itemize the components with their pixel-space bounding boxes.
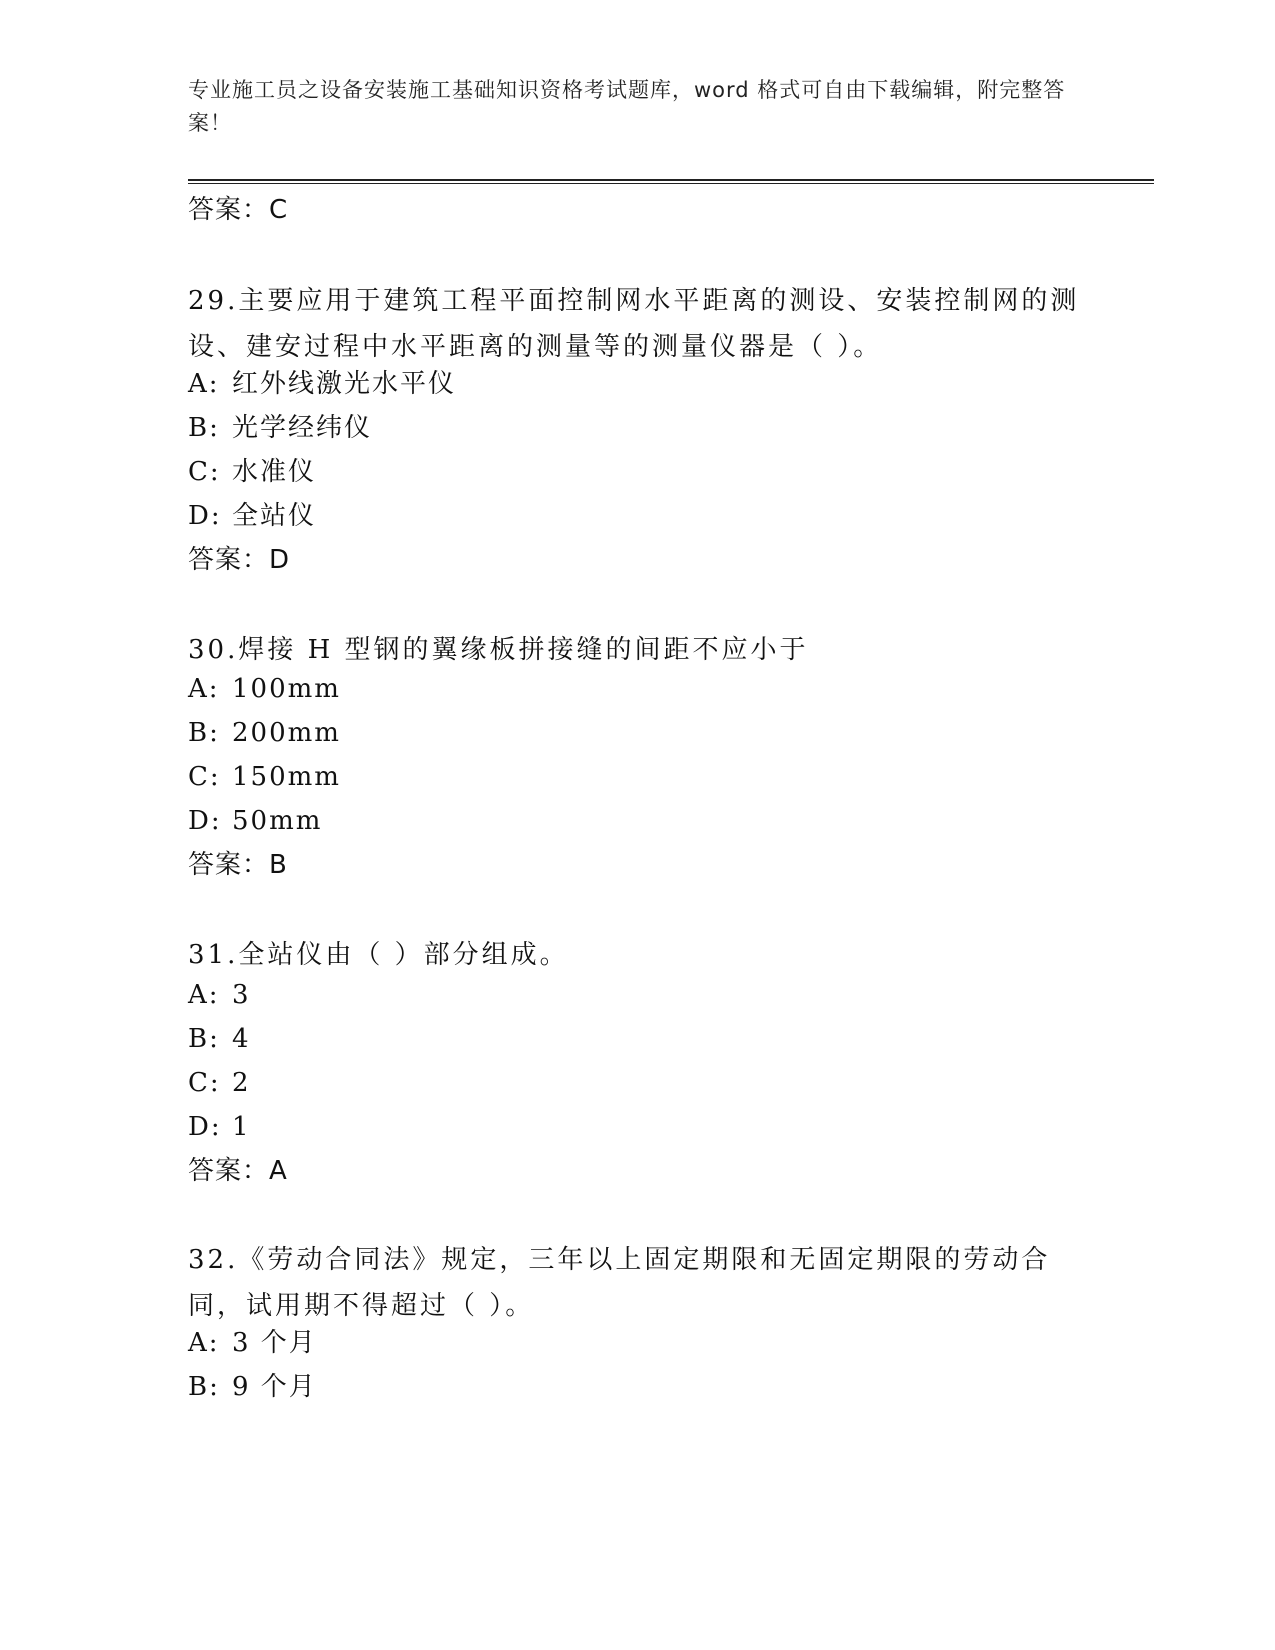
option-text: 红外线激光水平仪: [232, 369, 457, 399]
answer-q31: 答案：A: [188, 1156, 288, 1186]
option-key: C:: [188, 457, 221, 487]
answer-q28: 答案：C: [188, 195, 289, 225]
question-31-text: 31.全站仪由（ ）部分组成。: [188, 940, 569, 970]
option-key: D:: [188, 501, 222, 531]
option-key: A:: [188, 980, 220, 1010]
question-29-text: 29.主要应用于建筑工程平面控制网水平距离的测设、安装控制网的测设、建安过程中水平距离的测量等的测量仪器是（ ）。: [188, 286, 1080, 362]
option-key: B:: [188, 413, 220, 443]
option-text: 200mm: [232, 718, 341, 748]
option-key: C:: [188, 1068, 221, 1098]
option-text: 150mm: [232, 762, 341, 792]
option-text: 100mm: [232, 674, 341, 704]
question-32-text: 32.《劳动合同法》规定，三年以上固定期限和无固定期限的劳动合同，试用期不得超过（ ）。: [188, 1245, 1051, 1321]
option-key: B:: [188, 718, 220, 748]
answer-q29: 答案：D: [188, 545, 291, 575]
option-text: 50mm: [232, 806, 323, 836]
answer-q30: 答案：B: [188, 850, 288, 880]
option-key: C:: [188, 762, 221, 792]
question-31-option-a: [188, 977, 251, 1013]
question-30-option-c: [188, 759, 341, 795]
question-30-option-a: [188, 671, 341, 707]
document-header: 专业施工员之设备安装施工基础知识资格考试题库，word 格式可自由下载编辑，附完整答案！: [188, 78, 1066, 135]
option-key: D:: [188, 806, 222, 836]
question-30-option-b: [188, 715, 341, 751]
header-divider: [188, 179, 1154, 184]
option-key: A:: [188, 369, 220, 399]
question-32-option-a: [188, 1325, 317, 1361]
option-key: A:: [188, 1328, 220, 1358]
question-30-option-d: [188, 803, 322, 839]
option-key: B:: [188, 1372, 220, 1402]
option-text: 3: [232, 980, 251, 1010]
question-31-option-c: [188, 1065, 251, 1101]
question-31-option-d: [188, 1109, 251, 1145]
question-29-option-a: [188, 366, 456, 402]
question-30-text: 30.焊接 H 型钢的翼缘板拼接缝的间距不应小于: [188, 635, 809, 665]
option-key: D:: [188, 1112, 222, 1142]
option-text: 全站仪: [232, 501, 317, 531]
option-text: 4: [232, 1024, 251, 1054]
option-text: 1: [232, 1112, 251, 1142]
option-key: A:: [188, 674, 220, 704]
option-text: 2: [232, 1068, 251, 1098]
question-31-option-b: [188, 1021, 251, 1057]
option-text: 9 个月: [232, 1372, 317, 1402]
option-text: 3 个月: [232, 1328, 317, 1358]
option-key: B:: [188, 1024, 220, 1054]
question-29-option-d: [188, 498, 316, 534]
option-text: 光学经纬仪: [232, 413, 373, 443]
option-text: 水准仪: [232, 457, 317, 487]
question-32-option-b: [188, 1369, 317, 1405]
question-29-option-c: [188, 454, 316, 490]
question-29-option-b: [188, 410, 372, 446]
